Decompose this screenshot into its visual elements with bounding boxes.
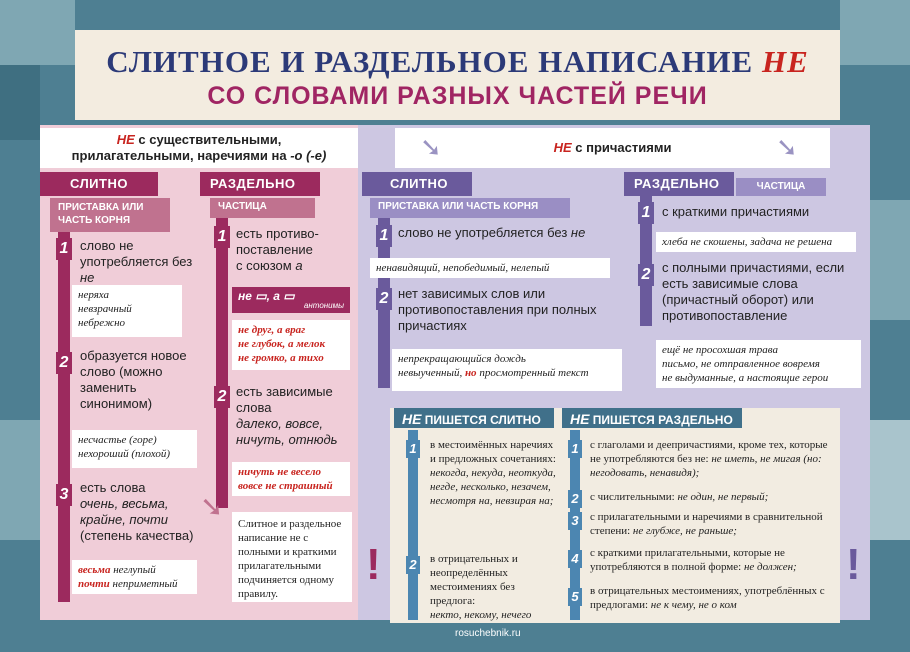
title-banner xyxy=(75,30,840,120)
examples: не глубже, не раньше; xyxy=(632,525,737,537)
bottom-razdelno-header xyxy=(562,408,742,428)
bottom-l1 xyxy=(430,438,560,508)
step-number: 2 xyxy=(406,556,420,574)
left-r1-examples xyxy=(232,320,350,370)
right-r1-example: хлеба не скошены, задача не решена xyxy=(656,232,856,252)
example-word: но xyxy=(464,367,477,379)
footer-url[interactable]: rosuchebnik.ru xyxy=(455,628,521,639)
example-word: а враг xyxy=(277,324,306,336)
examples: не один, не первый; xyxy=(677,491,769,503)
right-r2-examples xyxy=(656,340,861,388)
ne-label: НЕ xyxy=(116,132,135,147)
bg-tile xyxy=(840,0,910,65)
examples: некогда, некуда, неоткуда, негде, несколько, незачем, несмотря на, невзирая на; xyxy=(430,467,556,507)
bg-tile xyxy=(0,0,75,65)
right-r2-text: с полными причастиями, если есть зависимые слова (причастный оборот) или противопоставление xyxy=(662,260,845,323)
antonyms-label: антонимы xyxy=(303,301,344,310)
left-slitno-bar xyxy=(58,232,70,602)
step-number: 1 xyxy=(214,226,230,248)
step-number: 1 xyxy=(638,202,654,224)
bottom-r4 xyxy=(590,546,830,574)
left-s1-text xyxy=(80,238,200,286)
example-word: не громко, xyxy=(238,352,288,364)
left-r1-text xyxy=(236,226,351,274)
rule-text: есть противо- xyxy=(236,226,319,241)
right-s2-examples xyxy=(392,349,622,391)
pattern-a: , а xyxy=(266,289,280,303)
left-s3-examples xyxy=(72,560,197,594)
bg-tile xyxy=(870,200,910,320)
right-slitno-header: СЛИТНО xyxy=(362,172,472,196)
example-word: почти xyxy=(78,578,110,590)
rule-text: в отрицательных местоимениях, употреблённых с предлогами: xyxy=(590,585,825,611)
examples: не иметь, не мигая (но: негодовать, ненавидя); xyxy=(590,453,822,479)
example: непрекращающийся дождь xyxy=(398,353,526,365)
left-razdelno-header: РАЗДЕЛЬНО xyxy=(200,172,320,196)
example: невзрачный xyxy=(78,303,132,315)
rule-text: слово не употребляется без xyxy=(398,225,568,240)
arrow-icon: ➘ xyxy=(776,132,798,162)
bg-tile xyxy=(0,420,40,540)
bottom-l2 xyxy=(430,552,560,622)
rule-text: с краткими прилагательными, которые не употребляются в полной форме: xyxy=(590,547,785,573)
rule-text: с числительными: xyxy=(590,491,675,503)
rule-text: поставление xyxy=(236,242,313,257)
example: письмо, не отправленное вовремя xyxy=(662,358,820,370)
example: ничуть не весело xyxy=(238,466,321,478)
title-line2: СО СЛОВАМИ РАЗНЫХ ЧАСТЕЙ РЕЧИ xyxy=(207,82,708,110)
rule-text: в отрицательных и неопределённых местоимениях без предлога: xyxy=(430,553,518,607)
left-razdelno-sub: ЧАСТИЦА xyxy=(210,198,315,218)
arrow-icon: ➘ xyxy=(200,491,224,522)
example-word: не друг, xyxy=(238,324,275,336)
right-chastica: ЧАСТИЦА xyxy=(736,178,826,196)
right-s1-text xyxy=(398,225,618,241)
rule-conj: а xyxy=(295,258,303,273)
example-word: неприметный xyxy=(112,578,178,590)
step-number: 2 xyxy=(214,386,230,408)
title-text: СЛИТНОЕ И РАЗДЕЛЬНОЕ НАПИСАНИЕ xyxy=(106,44,754,79)
left-s1-examples xyxy=(72,285,182,337)
rule-text: слово не употребляется без xyxy=(80,238,193,269)
example: не выдуманные, а настоящие герои xyxy=(662,372,829,384)
ne-label: НЕ xyxy=(570,411,590,427)
title-accent: НЕ xyxy=(761,44,809,79)
example-word: невыученный, xyxy=(398,367,463,379)
example: ещё не просохшая трава xyxy=(662,344,778,356)
step-number: 1 xyxy=(376,225,392,247)
left-s3-text xyxy=(80,480,205,544)
rule-words: далеко, вовсе, ничуть, отнюдь xyxy=(236,416,338,447)
left-s2-examples xyxy=(72,430,197,468)
example: небрежно xyxy=(78,317,126,329)
left-header xyxy=(40,128,358,168)
right-s2-text: нет зависимых слов или противопоставления при полных причастиях xyxy=(398,286,597,333)
bottom-r1 xyxy=(590,438,830,480)
bottom-r5 xyxy=(590,584,830,612)
step-number: 3 xyxy=(56,484,72,506)
bottom-bar-left xyxy=(408,430,418,620)
step-number: 3 xyxy=(568,512,582,530)
examples: не должен; xyxy=(743,561,797,573)
example: неряха xyxy=(78,289,110,301)
pattern-ne: не xyxy=(238,289,252,303)
example-word: не глубок, xyxy=(238,338,286,350)
header-text: с причастиями xyxy=(575,140,672,155)
step-number: 2 xyxy=(638,264,654,286)
bg-tile xyxy=(0,65,40,140)
step-number: 1 xyxy=(568,440,582,458)
left-slitno-sub: ПРИСТАВКА ИЛИ ЧАСТЬ КОРНЯ xyxy=(50,198,170,232)
step-number: 2 xyxy=(56,352,72,374)
step-number: 1 xyxy=(56,238,72,260)
right-razdelno-header: РАЗДЕЛЬНО xyxy=(624,172,734,196)
left-s2-text: образуется новое слово (можно заменить синонимом) xyxy=(80,348,187,411)
right-header xyxy=(395,128,830,168)
left-razd-bar xyxy=(216,218,228,508)
examples: не к чему, не о ком xyxy=(650,599,737,611)
left-slitno-header: СЛИТНО xyxy=(40,172,158,196)
example: вовсе не страшный xyxy=(238,480,333,492)
right-slitno-sub: ПРИСТАВКА ИЛИ ЧАСТЬ КОРНЯ xyxy=(370,198,570,218)
rule-text: с прилагательными и наречиями в сравнительной степени: xyxy=(590,511,823,537)
header-text-2: прилагательными, наречиями на xyxy=(71,148,287,163)
step-number: 4 xyxy=(568,550,582,568)
right-s1-example: ненавидящий, непобедимый, нелепый xyxy=(370,258,610,278)
step-number: 1 xyxy=(406,440,420,458)
example-word: просмотренный текст xyxy=(479,367,589,379)
exclamation-icon: ! xyxy=(846,540,861,589)
rule-text: есть слова xyxy=(80,480,146,495)
step-number: 2 xyxy=(376,288,392,310)
rule-words: очень, весьма, крайне, почти xyxy=(80,496,169,527)
adjective-note: Слитное и раздельное написание не с полными и краткими прилагательными подчиняется одному правилу. xyxy=(232,512,352,602)
ne-label: НЕ xyxy=(402,411,422,427)
bottom-r3 xyxy=(590,510,830,538)
exclamation-icon: ! xyxy=(366,540,381,589)
example: нехороший (плохой) xyxy=(78,448,171,460)
title-line1 xyxy=(75,44,840,80)
rule-text: есть зависимые слова xyxy=(236,384,333,415)
step-number: 2 xyxy=(568,490,582,508)
example: несчастье (горе) xyxy=(78,434,157,446)
rule-text: с глаголами и деепричастиями, кроме тех, которые не употребляются без не: xyxy=(590,439,828,465)
ne-label: НЕ xyxy=(553,140,572,155)
header-text: ПИШЕТСЯ РАЗДЕЛЬНО xyxy=(592,413,733,427)
example-word: неглупый xyxy=(113,564,156,576)
header-suffix: -о (-е) xyxy=(290,148,327,163)
right-r1-text: с краткими причастиями xyxy=(662,204,810,219)
rule-text: в местоимённых наречиях и предложных сочетаниях: xyxy=(430,439,556,465)
header-text: ПИШЕТСЯ СЛИТНО xyxy=(424,413,541,427)
examples: некто, некому, нечего xyxy=(430,609,532,621)
pattern-box: не ▭, а ▭ антонимы xyxy=(232,287,350,313)
step-number: 5 xyxy=(568,588,582,606)
example-word: весьма xyxy=(78,564,111,576)
bottom-slitno-header xyxy=(394,408,554,428)
left-r2-text xyxy=(236,384,351,448)
rule-ne: не xyxy=(570,225,586,240)
arrow-icon: ➘ xyxy=(420,132,442,162)
header-text: с существительными, xyxy=(138,132,282,147)
example-word: а мелок xyxy=(287,338,326,350)
example-word: а тихо xyxy=(290,352,324,364)
rule-text: (степень качества) xyxy=(80,528,194,543)
bottom-r2 xyxy=(590,490,830,504)
left-r2-examples xyxy=(232,462,350,496)
bg-tile xyxy=(870,420,910,540)
rule-text: с союзом xyxy=(236,258,292,273)
rule-ne: не xyxy=(80,270,95,285)
